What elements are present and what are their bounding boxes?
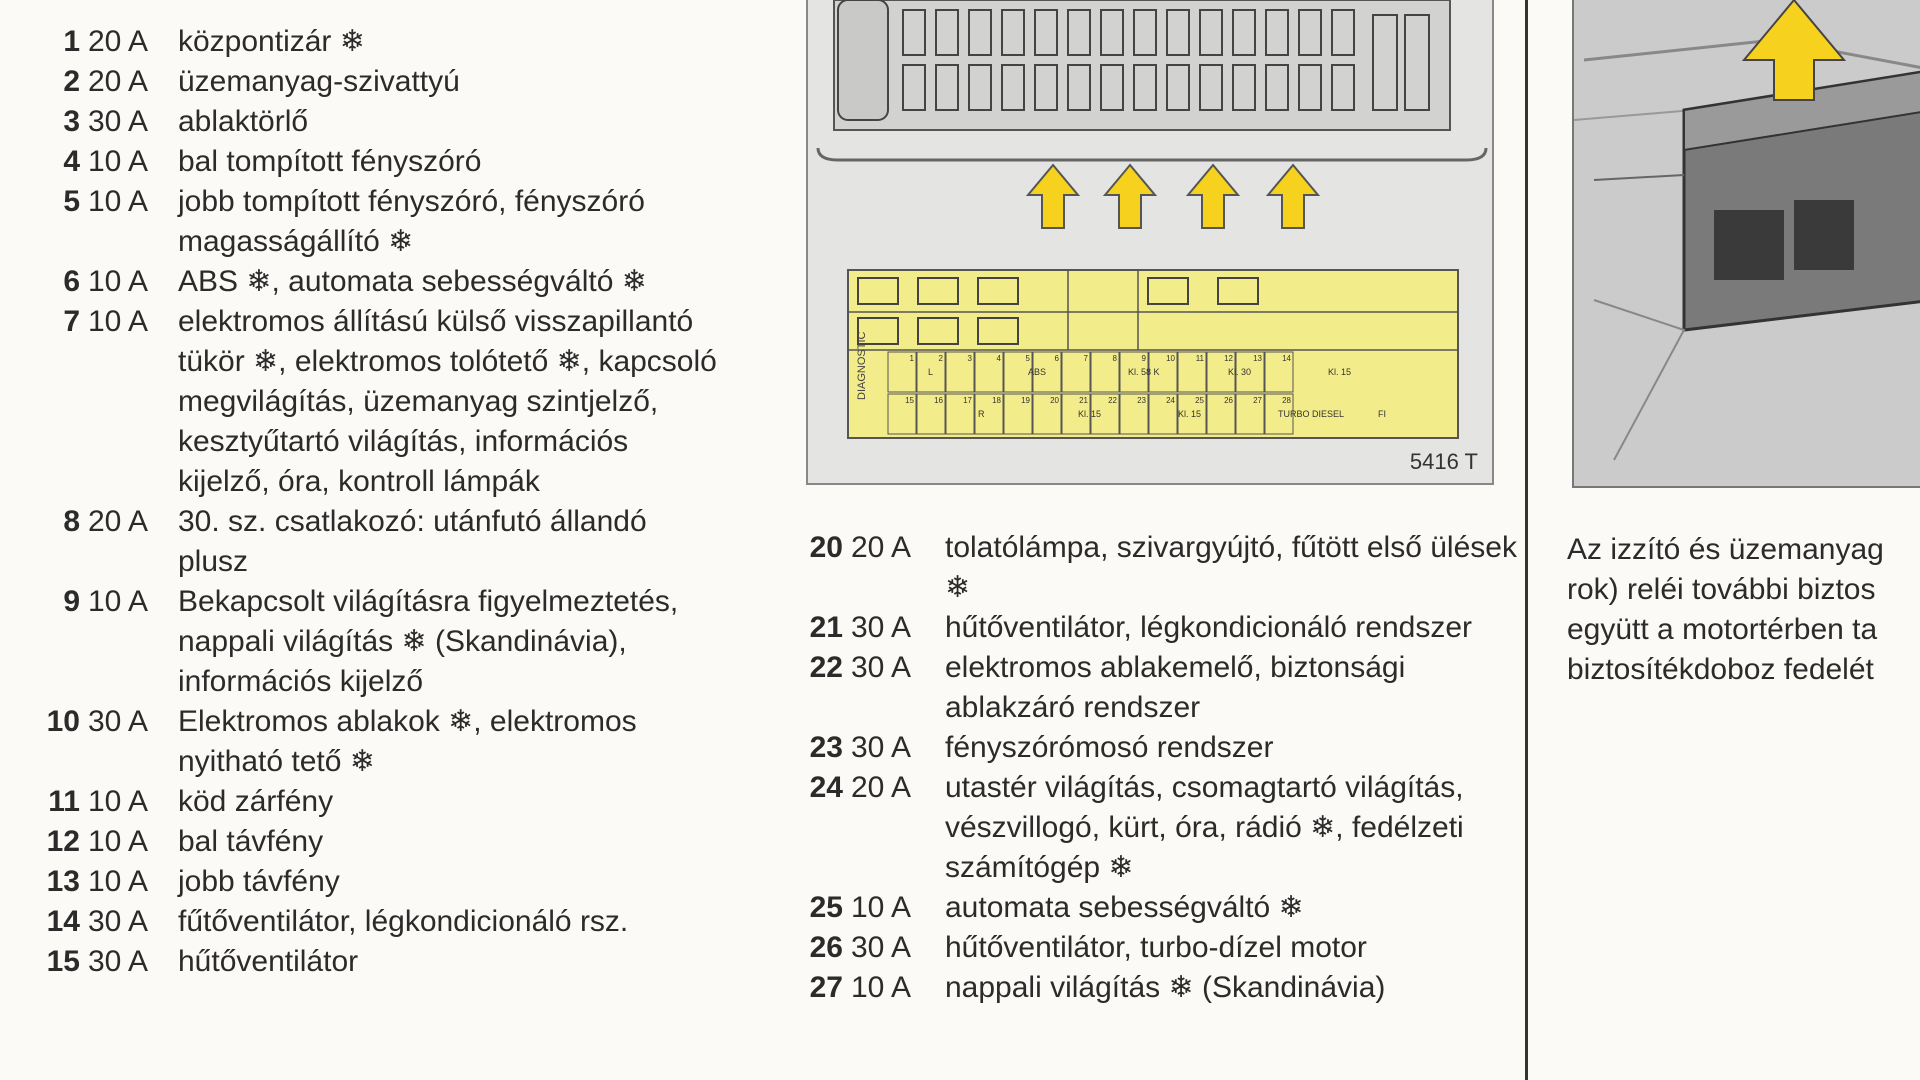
fuse-amp: 10 A: [851, 971, 912, 1004]
arrow-up-icon: [1188, 165, 1238, 228]
fuse-list-middle: [795, 528, 1525, 1008]
fuse-item: [34, 902, 724, 942]
fuse-desc: köd zárfény: [178, 785, 334, 818]
fuse-desc: ABS ❄, automata sebességváltó ❄: [178, 265, 647, 298]
fuse-item: [795, 528, 1525, 608]
fuse-item: [34, 182, 724, 262]
fuse-amp: 20 A: [851, 771, 912, 804]
engine-photo: [1572, 0, 1920, 488]
fuse-num: 23: [809, 731, 843, 764]
sticker-cell-number: 28: [1282, 396, 1291, 405]
fuse-desc: Elektromos ablakok ❄, elektromos nyitható tető ❄: [178, 705, 637, 778]
fuse-num: 5: [63, 185, 80, 218]
fuse-item: [34, 62, 724, 102]
diagnostic-label: DIAGNOSTIC: [856, 331, 868, 400]
fuse-amp: 30 A: [851, 651, 912, 684]
sticker-cell-number: 11: [1195, 354, 1204, 363]
sticker-cell-text: Kl. 58 K: [1128, 367, 1160, 377]
fuse-item: [795, 928, 1525, 968]
sticker-cell-number: 6: [1054, 354, 1059, 363]
fuse-desc: automata sebességváltó ❄: [945, 891, 1304, 924]
sticker-cell-text: TURBO DIESEL: [1278, 409, 1345, 419]
sticker-cell-number: 15: [905, 396, 914, 405]
fuse-desc: Bekapcsolt világításra figyelmeztetés, nappali világítás ❄ (Skandinávia), információs kijelző: [178, 585, 679, 698]
fuse-item: [34, 142, 724, 182]
fuse-num: 4: [63, 145, 80, 178]
fuse-item: [34, 862, 724, 902]
right-paragraph: [1567, 530, 1920, 690]
fuse-amp: 30 A: [88, 705, 149, 738]
fuse-list-left: [34, 22, 724, 982]
fuse-amp: 10 A: [88, 265, 149, 298]
fuse-desc: központizár ❄: [178, 25, 365, 58]
fuse-desc: üzemanyag-szivattyú: [178, 65, 460, 98]
sticker-cell-text: FI: [1378, 409, 1386, 419]
fuse-item: [795, 768, 1525, 888]
fuse-num: 25: [809, 891, 843, 924]
fuse-num: 3: [63, 105, 80, 138]
sticker-cell-number: 14: [1282, 354, 1291, 363]
fuse-num: 9: [63, 585, 80, 618]
fuse-num: 13: [46, 865, 80, 898]
paragraph-line: együtt a motortérben ta: [1567, 613, 1878, 646]
fuse-desc: utastér világítás, csomagtartó világítás, vészvillogó, kürt, óra, rádió ❄, fedélzeti számítógép ❄: [945, 771, 1464, 884]
fusebox-diagram-svg: [808, 0, 1494, 485]
arrow-up-icon: [1028, 165, 1078, 228]
fuse-amp: 20 A: [88, 25, 149, 58]
fuse-num: 6: [63, 265, 80, 298]
fuse-desc: elektromos ablakemelő, biztonsági ablakzáró rendszer: [945, 651, 1406, 724]
sticker-cell-text: Kl. 15: [1078, 409, 1102, 419]
sticker-cell-number: 3: [967, 354, 972, 363]
fuse-num: 20: [809, 531, 843, 564]
fuse-item: [34, 822, 724, 862]
sticker-cell-number: 12: [1224, 354, 1233, 363]
fuse-item: [34, 942, 724, 982]
fuse-amp: 10 A: [88, 865, 149, 898]
paragraph-line: rok) reléi további biztos: [1567, 573, 1876, 606]
sticker-cell-number: 26: [1224, 396, 1233, 405]
fuse-desc: nappali világítás ❄ (Skandinávia): [945, 971, 1386, 1004]
fuse-num: 8: [63, 505, 80, 538]
fuse-num: 22: [809, 651, 843, 684]
fuse-item: [34, 702, 724, 782]
sticker-cell-number: 24: [1166, 396, 1175, 405]
fuse-desc: elektromos állítású külső visszapillantó tükör ❄, elektromos tolótető ❄, kapcsoló megvilágítás, üzemanyag szintjelző, kesztyűtartó világítás, információs kijelző, óra, kontroll lámpák: [178, 305, 717, 498]
fuse-amp: 30 A: [88, 905, 149, 938]
paragraph-line: Az izzító és üzemanyag: [1567, 533, 1884, 566]
sticker-cell-number: 27: [1253, 396, 1262, 405]
fuse-desc: tolatólámpa, szivargyújtó, fűtött első ülések ❄: [945, 531, 1517, 604]
fuse-amp: 30 A: [851, 931, 912, 964]
fusebox-lid-edge: [818, 148, 1486, 160]
fusebox-diagram: [806, 0, 1494, 485]
sticker-cell-number: 9: [1141, 354, 1146, 363]
fuse-amp: 30 A: [851, 731, 912, 764]
column-divider: [1525, 0, 1528, 1080]
sticker-cell-number: 18: [992, 396, 1001, 405]
sticker-cell-number: 13: [1253, 354, 1262, 363]
fuse-num: 26: [809, 931, 843, 964]
fuse-desc: hűtőventilátor: [178, 945, 359, 978]
arrows: [1028, 165, 1318, 228]
sticker-cell-number: 8: [1112, 354, 1117, 363]
fuse-num: 12: [46, 825, 80, 858]
arrow-up-icon: [1105, 165, 1155, 228]
paragraph-line: biztosítékdoboz fedelét: [1567, 653, 1874, 686]
fuse-num: 7: [63, 305, 80, 338]
sticker-cell-number: 22: [1108, 396, 1117, 405]
fuse-amp: 10 A: [88, 185, 149, 218]
sticker-cell-number: 16: [934, 396, 943, 405]
sticker-cell-number: 1: [909, 354, 914, 363]
fuse-item: [34, 262, 724, 302]
fuse-amp: 30 A: [851, 611, 912, 644]
fuse-amp: 30 A: [88, 105, 149, 138]
sticker-cell-number: 23: [1137, 396, 1146, 405]
fuse-item: [795, 728, 1525, 768]
fuse-item: [34, 22, 724, 62]
fuse-num: 11: [48, 785, 80, 818]
fuse-desc: hűtőventilátor, turbo-dízel motor: [945, 931, 1367, 964]
fuse-num: 14: [46, 905, 80, 938]
sticker-cell-number: 21: [1079, 396, 1088, 405]
sticker-cell-text: Kl. 15: [1328, 367, 1352, 377]
fuse-amp: 10 A: [88, 305, 149, 338]
sticker-cell-number: 2: [938, 354, 943, 363]
fuse-desc: jobb távfény: [178, 865, 340, 898]
fuse-item: [795, 608, 1525, 648]
fuse-amp: 30 A: [88, 945, 149, 978]
fuse-desc: ablaktörlő: [178, 105, 309, 138]
fuse-amp: 10 A: [88, 785, 149, 818]
fuse-item: [795, 648, 1525, 728]
fuse-desc: 30. sz. csatlakozó: utánfutó állandó plusz: [178, 505, 647, 578]
fuse-amp: 20 A: [88, 65, 149, 98]
fuse-num: 24: [809, 771, 843, 804]
sticker-cell-number: 20: [1050, 396, 1059, 405]
sticker-cell-number: 7: [1083, 354, 1088, 363]
fuse-amp: 10 A: [851, 891, 912, 924]
arrow-up-icon: [1268, 165, 1318, 228]
fuse-amp: 20 A: [851, 531, 912, 564]
fuse-item: [34, 102, 724, 142]
fuse-item: [34, 582, 724, 702]
sticker-cell-number: 19: [1021, 396, 1030, 405]
fuse-amp: 20 A: [88, 505, 149, 538]
sticker-cell-text: L: [928, 367, 934, 377]
sticker-cell-number: 10: [1166, 354, 1175, 363]
fuse-amp: 10 A: [88, 145, 149, 178]
sticker-cell-number: 5: [1025, 354, 1030, 363]
fuse-amp: 10 A: [88, 825, 149, 858]
fuse-item: [795, 968, 1525, 1008]
fuse-item: [795, 888, 1525, 928]
fuse-num: 1: [63, 25, 80, 58]
fuse-num: 2: [63, 65, 80, 98]
sticker-cell-text: ABS: [1028, 367, 1047, 377]
sticker-cell-text: Kl. 30: [1228, 367, 1252, 377]
fuse-num: 15: [46, 945, 80, 978]
sticker-cell-number: 25: [1195, 396, 1204, 405]
fusebox-connector: [838, 0, 888, 120]
sticker-cell-number: 4: [996, 354, 1001, 363]
sticker-cell-number: 17: [963, 396, 972, 405]
fuse-desc: jobb tompított fényszóró, fényszóró magasságállító ❄: [178, 185, 645, 258]
fuse-desc: hűtőventilátor, légkondicionáló rendszer: [945, 611, 1473, 644]
fuse-num: 27: [809, 971, 843, 1004]
fuse-num: 10: [46, 705, 80, 738]
sticker-cell-text: Kl. 15: [1178, 409, 1202, 419]
fuse-desc: fűtőventilátor, légkondicionáló rsz.: [178, 905, 629, 938]
sticker-cell-text: R: [978, 409, 985, 419]
fuse-item: [34, 782, 724, 822]
fuse-num: 21: [809, 611, 843, 644]
fuse-desc: fényszórómosó rendszer: [945, 731, 1274, 764]
fuse-item: [34, 502, 724, 582]
fuse-desc: bal távfény: [178, 825, 324, 858]
fuse-desc: bal tompított fényszóró: [178, 145, 482, 178]
fuse-amp: 10 A: [88, 585, 149, 618]
fuse-item: [34, 302, 724, 502]
diagram-code: 5416 T: [1409, 449, 1478, 474]
